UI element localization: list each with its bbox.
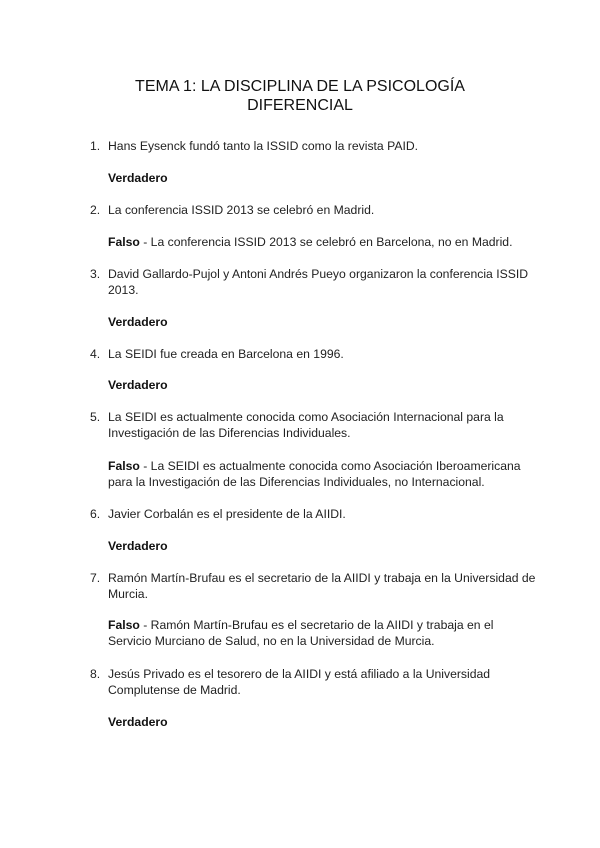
answer-item-4	[108, 377, 528, 393]
question-number: 5.	[90, 410, 101, 424]
question-number: 6.	[90, 507, 101, 521]
question-number: 4.	[90, 347, 101, 361]
answer-verdict: Falso	[108, 235, 140, 249]
question-number: 7.	[90, 571, 101, 585]
page-title-line-1: TEMA 1: LA DISCIPLINA DE LA PSICOLOGÍA	[135, 78, 465, 95]
question-text: David Gallardo-Pujol y Antoni Andrés Pueyo organizaron la conferencia ISSID 2013.	[108, 267, 529, 297]
answer-item-2	[108, 234, 528, 250]
answer-item-3	[108, 314, 528, 330]
question-number: 2.	[90, 203, 101, 217]
question-text: Hans Eysenck fundó tanto la ISSID como la revista PAID.	[108, 139, 419, 153]
question-text: La conferencia ISSID 2013 se celebró en Madrid.	[108, 203, 375, 217]
question-text: Javier Corbalán es el presidente de la AIIDI.	[108, 507, 346, 521]
answer-verdict: Verdadero	[108, 539, 168, 553]
answer-verdict: Falso	[108, 618, 140, 632]
question-number: 1.	[90, 139, 101, 153]
answer-item-5	[108, 458, 528, 490]
question-text: La SEIDI fue creada en Barcelona en 1996.	[108, 347, 344, 361]
answer-explanation: - Ramón Martín-Brufau es el secretario de la AIIDI y trabaja en el Servicio Murciano de Salud, no en la Universidad de Murcia.	[108, 618, 494, 648]
answer-verdict: Falso	[108, 459, 140, 473]
question-text: La SEIDI es actualmente conocida como Asociación Internacional para la Investigación de las Diferencias Individuales.	[108, 410, 504, 440]
answer-verdict: Verdadero	[108, 378, 168, 392]
answer-explanation: - La conferencia ISSID 2013 se celebró en Barcelona, no en Madrid.	[139, 235, 513, 249]
question-text: Ramón Martín-Brufau es el secretario de la AIIDI y trabaja en la Universidad de Murcia.	[108, 571, 536, 601]
answer-verdict: Verdadero	[108, 715, 168, 729]
answer-item-6	[108, 538, 528, 554]
question-text: Jesús Privado es el tesorero de la AIIDI y está afiliado a la Universidad Complutense de Madrid.	[108, 667, 491, 697]
answer-item-8	[108, 714, 528, 730]
answer-item-7	[108, 617, 528, 649]
answer-explanation: - La SEIDI es actualmente conocida como Asociación Iberoamericana para la Investigación de las Diferencias Individuales, no Internacional.	[108, 459, 521, 489]
page-title-line-2: DIFERENCIAL	[247, 97, 353, 114]
page-title	[0, 77, 600, 115]
answer-verdict: Verdadero	[108, 171, 168, 185]
question-number: 8.	[90, 667, 101, 681]
answer-item-1	[108, 170, 528, 186]
answer-verdict: Verdadero	[108, 315, 168, 329]
question-number: 3.	[90, 267, 101, 281]
